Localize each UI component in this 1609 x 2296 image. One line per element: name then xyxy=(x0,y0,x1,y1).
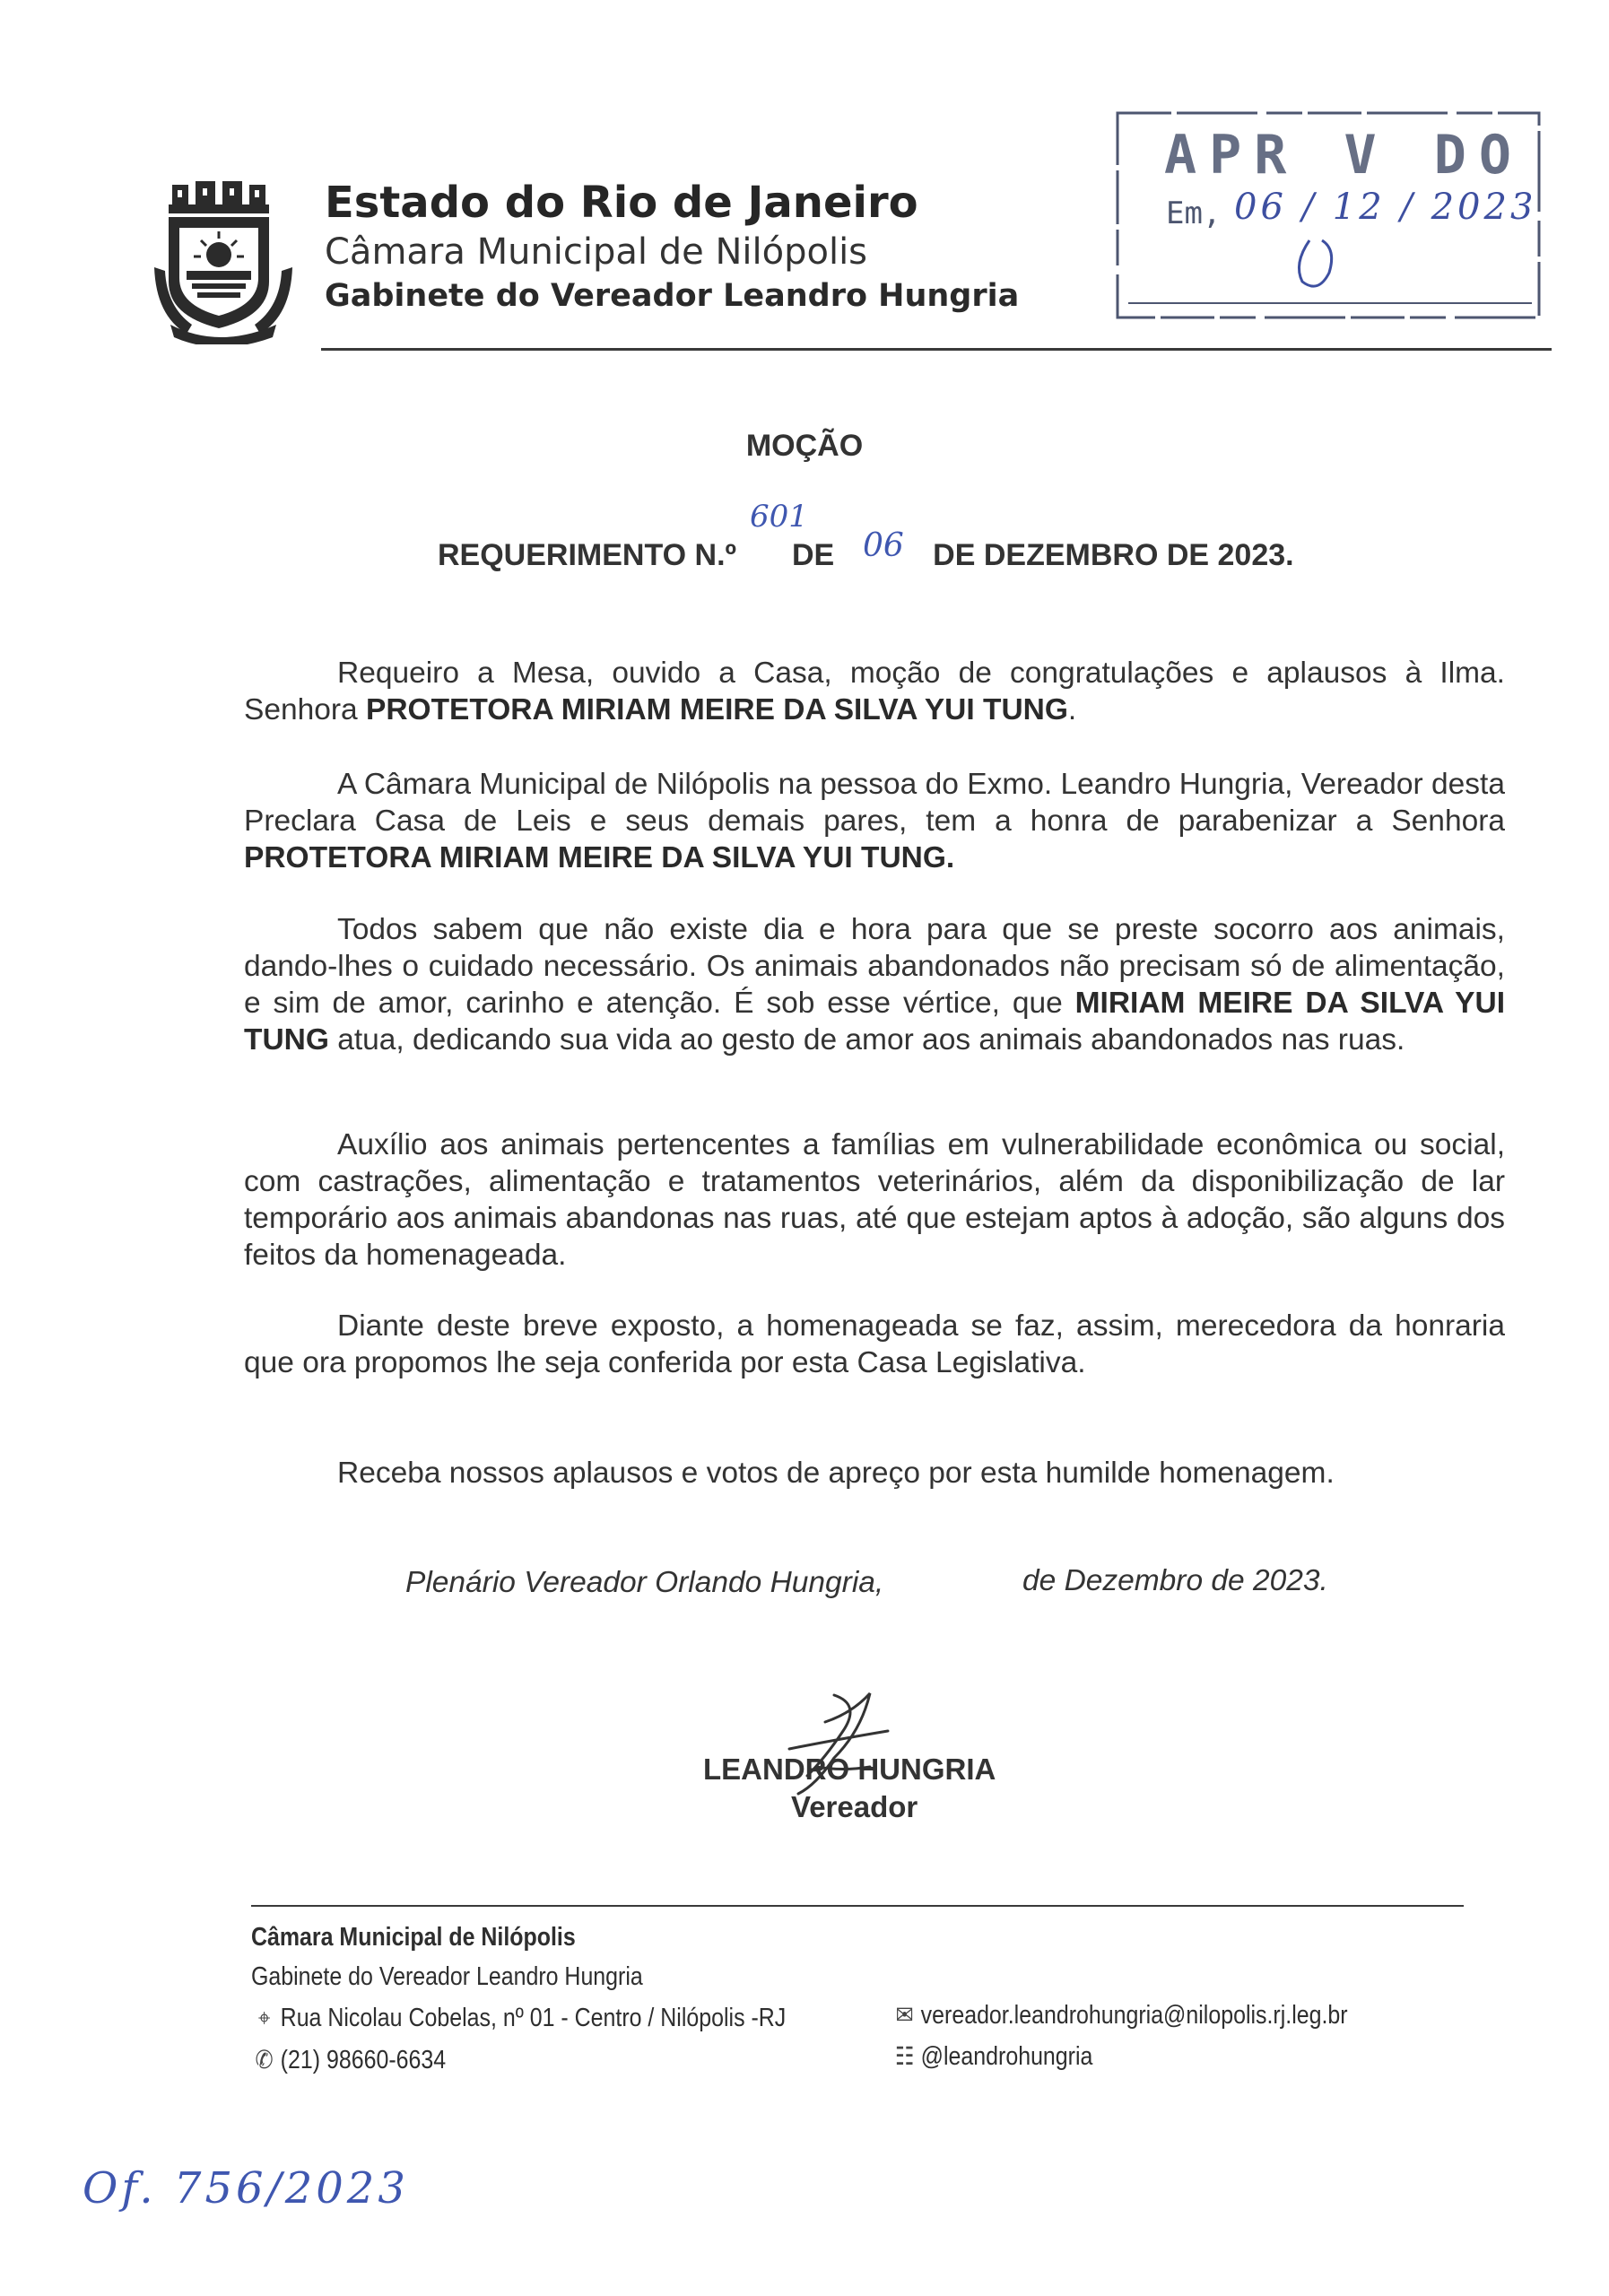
paragraph-closing: Receba nossos aplausos e votos de apreço por esta humilde homenagem. xyxy=(337,1457,1335,1490)
pin-icon: ⌖ xyxy=(257,2004,271,2031)
paragraph-animals: Todos sabem que não existe dia e hora para que se preste socorro aos animais, dando-lhes o cuidado necessário. Os animais abandonados não precisam só de alimentação, e sim de amor, carinho e atenção. É sob esse vértice, que MIRIAM MEIRE DA SILVA YUI TUNG atua, dedicando sua vida ao gesto de amor aos animais abandonados nas ruas. xyxy=(244,913,1505,1057)
requirement-rest: DE DEZEMBRO DE 2023. xyxy=(933,538,1294,572)
paragraph-deeds: Auxílio aos animais pertencentes a famílias em vulnerabilidade econômica ou social, com castrações, alimentação e tratamentos veterinários, além da disponibilização de lar temporário aos animais abandonas nas ruas, até que estejam aptos à adoção, são alguns dos feitos da homenageada. xyxy=(244,1128,1505,1272)
stamp-word: APR V DO xyxy=(1164,124,1524,187)
honoree-name: PROTETORA MIRIAM MEIRE DA SILVA YUI TUNG xyxy=(365,693,1068,726)
requirement-number-handwritten: 601 xyxy=(750,499,808,535)
requirement-day-handwritten: 06 xyxy=(863,527,904,564)
footer-council: Câmara Municipal de Nilópolis xyxy=(251,1923,576,1952)
footer-address: ⌖ Rua Nicolau Cobelas, nº 01 - Centro / Nilópolis -RJ xyxy=(251,2004,786,2033)
header-divider xyxy=(321,348,1552,351)
place-date: de Dezembro de 2023. xyxy=(1022,1564,1328,1597)
footer-email: ✉ vereador.leandrohungria@nilopolis.rj.leg.br xyxy=(891,2000,1348,2031)
paragraph-merit: Diante deste breve exposto, a homenageada se faz, assim, merecedora da honraria que ora propomos lhe seja conferida por esta Casa Legislativa. xyxy=(244,1309,1505,1379)
footer-office: Gabinete do Vereador Leandro Hungria xyxy=(251,1962,643,1991)
stamp-em-label: Em, xyxy=(1166,196,1222,231)
requirement-label: REQUERIMENTO N.º xyxy=(438,538,736,572)
place-line: Plenário Vereador Orlando Hungria, xyxy=(405,1566,884,1599)
municipal-crest-logo xyxy=(151,181,296,344)
phone-icon: ✆ xyxy=(255,2046,274,2074)
signatory-name: LEANDRO HUNGRIA xyxy=(703,1752,996,1786)
envelope-icon: ✉ xyxy=(895,2001,914,2029)
signatory-role: Vereador xyxy=(791,1790,918,1823)
paragraph-request: Requeiro a Mesa, ouvido a Casa, moção de congratulações e aplausos à Ilma. Senhora PROTETORA MIRIAM MEIRE DA SILVA YUI TUNG. xyxy=(244,657,1505,726)
header-council: Câmara Municipal de Nilópolis xyxy=(325,231,868,273)
footer-divider xyxy=(251,1905,1464,1907)
document-title: MOÇÃO xyxy=(745,429,864,463)
header-office: Gabinete do Vereador Leandro Hungria xyxy=(325,278,1020,314)
footer-phone: ✆ (21) 98660-6634 xyxy=(251,2045,446,2075)
social-icon: ☷ xyxy=(894,2042,915,2070)
honoree-name: MIRIAM MEIRE DA SILVA YUI TUNG xyxy=(244,987,1505,1057)
honoree-name: PROTETORA MIRIAM MEIRE DA SILVA YUI TUNG. xyxy=(244,841,955,874)
paragraph-congratulation: A Câmara Municipal de Nilópolis na pessoa do Exmo. Leandro Hungria, Vereador desta Preclara Casa de Leis e seus demais pares, tem a honra de parabenizar a Senhora PROTETORA MIRIAM MEIRE DA SILVA YUI TUNG. xyxy=(244,768,1505,874)
header-state: Estado do Rio de Janeiro xyxy=(325,178,918,228)
stamp-date: 06 / 12 / 2023 xyxy=(1234,187,1537,228)
footer-social: ☷ @leandrohungria xyxy=(891,2041,1092,2072)
handwritten-office-note: Of. 756/2023 xyxy=(83,2163,409,2213)
requirement-de: DE xyxy=(791,538,835,572)
